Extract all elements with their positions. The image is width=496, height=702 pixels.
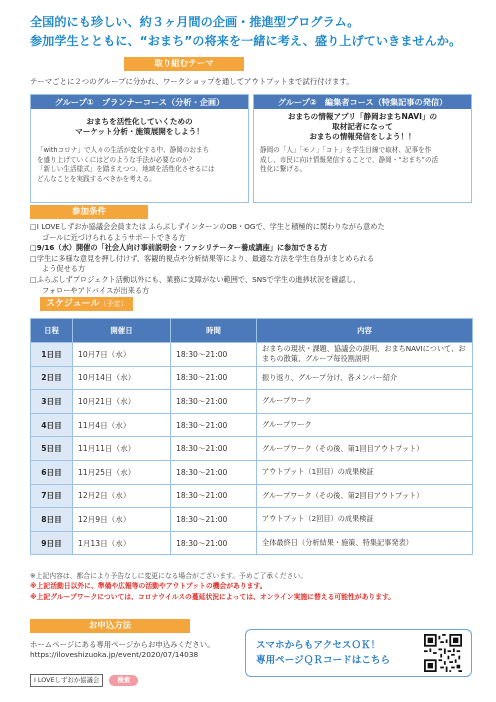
schedule-time-cell: 18:30～21:00 xyxy=(171,508,257,532)
schedule-date-cell: 10月14日（水） xyxy=(73,366,171,390)
condition-line: フォローやアドバイスが出来る方 xyxy=(42,285,150,295)
schedule-row xyxy=(31,484,473,508)
group-editor-sub xyxy=(254,109,471,142)
schedule-day-cell: 5日目 xyxy=(31,437,73,461)
condition-line: □ふらぶしずプロジェクト活動以外にも、業務に支障がない範囲で、SNSで学生の進捗状況を確認し、 xyxy=(30,274,361,284)
schedule-row xyxy=(31,366,473,390)
group-editor-sub1b: 取材記者になって xyxy=(332,122,393,131)
group-planner-body xyxy=(31,137,248,184)
themes-groups xyxy=(30,94,472,203)
group-planner-sub xyxy=(31,109,248,137)
group-editor-body xyxy=(254,142,471,175)
search-row xyxy=(30,667,214,687)
schedule-time-cell: 18:30～21:00 xyxy=(171,413,257,437)
schedule-date-cell: 10月7日（水） xyxy=(73,343,171,367)
group-editor-body-line: 性化に繋げる。 xyxy=(260,165,307,173)
schedule-date-cell: 11月4日（水） xyxy=(73,413,171,437)
schedule-content-cell: アウトプット（2回目）の成果検証 xyxy=(257,508,473,532)
group-planner-body-line: を盛り上げていくにはどのような手法が必要なのか？ xyxy=(37,155,196,164)
schedule-title xyxy=(40,297,133,311)
schedule-row xyxy=(31,508,473,532)
headline-line1: 全国的にも珍しい、約３ヶ月間の企画・推進型プログラム。 xyxy=(30,15,360,29)
schedule-time-cell: 18:30～21:00 xyxy=(171,437,257,461)
headline-line2: 参加学生とともに、“おまち”の将来を一緒に考え、盛り上げていきませんか。 xyxy=(30,34,462,48)
note-change: ※上記内容は、都合により予告なしに変更になる場合がございます。予めご了承ください。 xyxy=(30,572,308,580)
schedule-content-cell: おまちの現状・課題、協議会の説明、おまちNAVIについて、おまちの散策、グループ毎役割説明 xyxy=(257,343,473,367)
apply-instruction: ホームページにある専用ページからお申込みください。 xyxy=(30,640,215,649)
note-extra-activities: ※上記活動日以外に、準備や広報等の活動やアウトプットの機会があります。 xyxy=(30,582,267,591)
schedule-row xyxy=(31,343,473,367)
search-button[interactable]: 検索 xyxy=(109,675,138,686)
schedule-content-cell: グループワーク xyxy=(257,413,473,437)
schedule-day-cell: 7日目 xyxy=(31,484,73,508)
group-planner-head: グループ① プランナーコース（分析・企画） xyxy=(31,95,248,109)
notes xyxy=(30,571,395,602)
schedule-row xyxy=(31,413,473,437)
headline xyxy=(30,13,461,51)
schedule-date-cell: 12月2日（水） xyxy=(73,484,171,508)
schedule-date-cell: 11月25日（水） xyxy=(73,460,171,484)
note-online: ※上記グループワークについては、コロナウイルスの蔓延状況によっては、オンライン実施に替える可能性があります。 xyxy=(30,592,396,601)
schedule-content-cell: 振り返り、グループ分け、各メンバー紹介 xyxy=(257,366,473,390)
mobile-line2: 専用ページＱＲコードはこちら xyxy=(256,655,391,666)
condition-line: □I LOVEしずおか協議会会員または ふらぶしずインターンのOB・OGで、学生と積極的に関わりながら意めた xyxy=(30,222,385,231)
themes-intro: テーマごとに２つのグループに分かれ、ワークショップを通してアウトプットまで試行付けます。 xyxy=(30,77,354,86)
header-time: 時間 xyxy=(171,319,257,343)
schedule-content-cell: 全体最終日（分析結果・施策、特集記事発表） xyxy=(257,531,473,555)
group-editor-head: グループ② 編集者コース（特集記事の発信） xyxy=(254,95,471,109)
schedule-day-cell: 2日目 xyxy=(31,366,73,390)
schedule-time-cell: 18:30～21:00 xyxy=(171,390,257,414)
themes-section-tag: 取り組むテーマ xyxy=(124,57,244,71)
schedule-time-cell: 18:30～21:00 xyxy=(171,531,257,555)
mobile-line1: スマホからもアクセスＯＫ！ xyxy=(256,640,381,651)
group-editor-sub2: おまちの情報発信をしよう！！ xyxy=(309,132,416,141)
schedule-day-cell: 9日目 xyxy=(31,531,73,555)
group-planner-sub2: マーケット分析・施策展開をしよう！ xyxy=(75,127,204,136)
schedule-date-cell: 12月9日（水） xyxy=(73,508,171,532)
schedule-date-cell: 10月21日（水） xyxy=(73,390,171,414)
condition-line: □9/16（水）開催の「社会人向け事前説明会・ファシリテーター養成講座」に参加できる方 xyxy=(30,243,328,253)
schedule-row xyxy=(31,531,473,555)
header-day: 日程 xyxy=(31,319,73,343)
conditions-section-tag: 参加条件 xyxy=(30,205,148,219)
group-editor xyxy=(253,94,472,203)
group-editor-body-line: 成し、市民に向け情報発信することで、静岡・“おまち”の活 xyxy=(260,155,439,164)
condition-line: ゴールに近づけられるようサポートできる方 xyxy=(42,232,186,242)
group-planner-body-line: どんなことを実践するべきかを考える。 xyxy=(37,174,156,183)
mobile-access-box xyxy=(245,629,472,677)
schedule-content-cell: アウトプット（1回目）の成果検証 xyxy=(257,460,473,484)
schedule-date-cell: 11月11日（水） xyxy=(73,437,171,461)
schedule-row xyxy=(31,437,473,461)
schedule-content-cell: グループワーク（その後、第1回目アウトプット） xyxy=(257,437,473,461)
apply-body xyxy=(30,640,214,687)
schedule-row xyxy=(31,390,473,414)
apply-url[interactable]: https://iloveshizuoka.jp/event/2020/07/14038 xyxy=(30,650,199,659)
schedule-day-cell: 4日目 xyxy=(31,413,73,437)
mobile-access-text xyxy=(256,638,390,668)
schedule-header-row xyxy=(31,319,473,343)
group-planner-body-line: 「新しい生活様式」を踏まえつつ、地域を活性化させるには xyxy=(37,165,215,173)
group-editor-sub1: おまちの情報アプリ「静岡おまちNAVI」の xyxy=(287,112,438,121)
header-content: 内容 xyxy=(257,319,473,343)
group-planner-sub1: おまちを活性化していくための xyxy=(86,117,193,126)
schedule-day-cell: 3日目 xyxy=(31,390,73,414)
group-editor-body-line: 静岡の「人」「モノ」「コト」を学生目線で取材、記事を作 xyxy=(260,146,432,154)
qr-code-icon[interactable] xyxy=(424,634,462,672)
schedule-table xyxy=(30,318,473,555)
schedule-time-cell: 18:30～21:00 xyxy=(171,460,257,484)
schedule-content-cell: グループワーク xyxy=(257,390,473,414)
header-date: 開催日 xyxy=(73,319,171,343)
schedule-row xyxy=(31,460,473,484)
group-planner xyxy=(30,94,249,203)
schedule-title-text: スケジュール xyxy=(46,299,100,309)
condition-line: □学生に多様な意見を押し付けず、客観的視点や分析結果等により、最適な方法を学生自身がまとめられる xyxy=(30,253,375,263)
conditions-list xyxy=(30,222,472,296)
schedule-time-cell: 18:30～21:00 xyxy=(171,366,257,390)
condition-line: よう促せる方 xyxy=(42,264,86,274)
schedule-day-cell: 1日目 xyxy=(31,343,73,367)
schedule-content-cell: グループワーク（その後、第2回目アウトプット） xyxy=(257,484,473,508)
apply-section-tag: お申込方法 xyxy=(30,619,190,633)
schedule-day-cell: 6日目 xyxy=(31,460,73,484)
schedule-time-cell: 18:30～21:00 xyxy=(171,343,257,367)
group-planner-body-line: 「withコロナ」で人々の生活が変化する中、静岡のおまち xyxy=(37,146,210,154)
schedule-day-cell: 8日目 xyxy=(31,508,73,532)
schedule-title-note: （予定） xyxy=(99,300,128,308)
schedule-time-cell: 18:30～21:00 xyxy=(171,484,257,508)
site-search-label: I LOVEしずおか協議会 xyxy=(30,674,103,687)
schedule-date-cell: 1月13日（水） xyxy=(73,531,171,555)
